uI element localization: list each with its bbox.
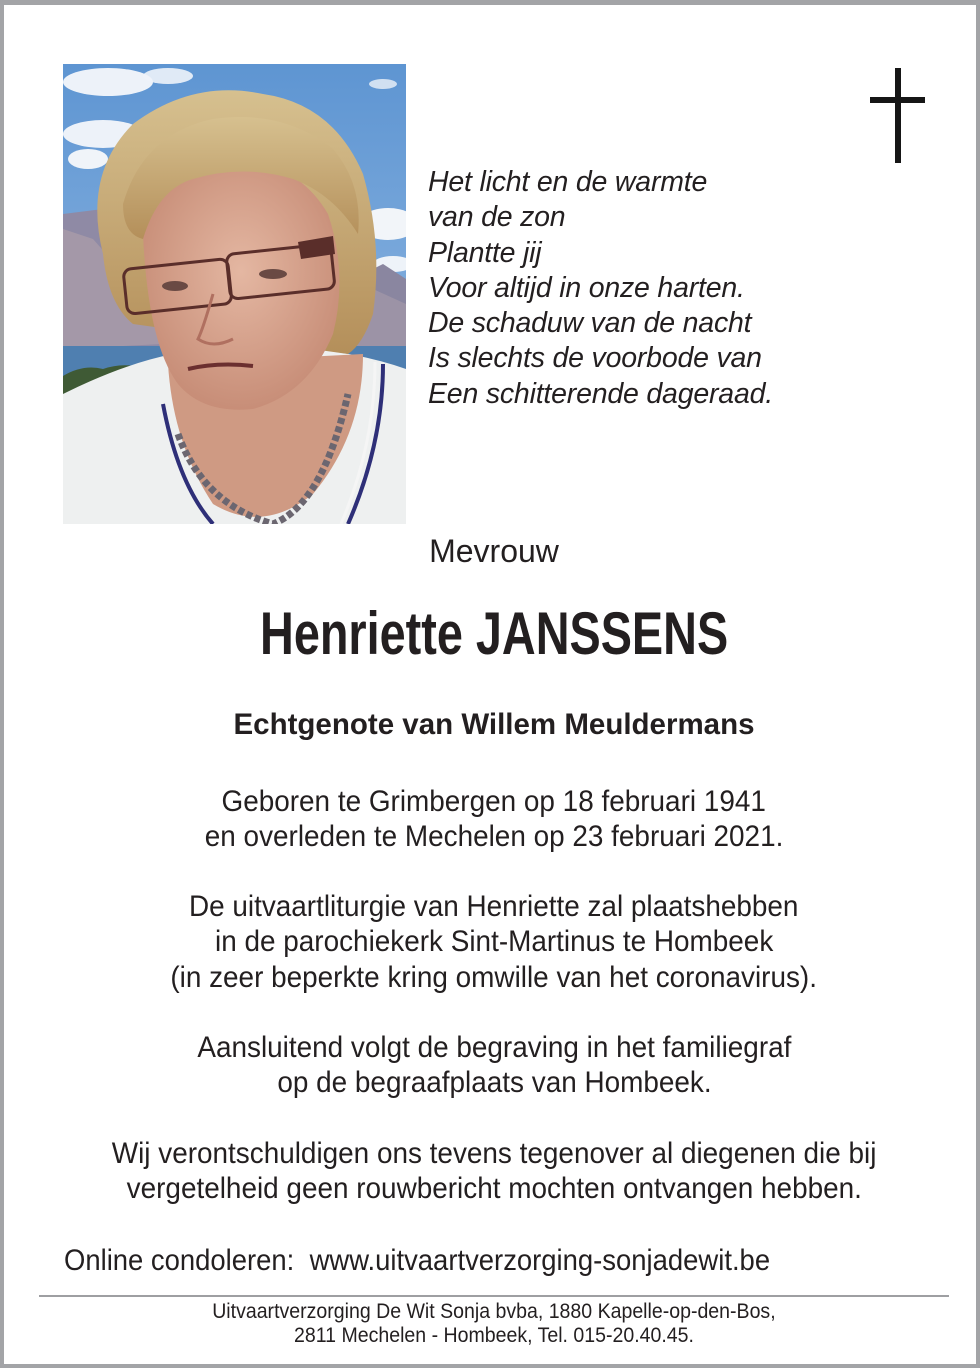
cross-vertical-bar [895, 68, 901, 163]
poem-line: Een schitterende dageraad. [428, 377, 773, 410]
funeral-paragraph [4, 889, 980, 995]
poem-line: Is slechts de voorbode van [428, 342, 762, 375]
footer-line: Uitvaartverzorging De Wit Sonja bvba, 1880 Kapelle-op-den-Bos, [212, 1300, 776, 1323]
portrait-photo [63, 64, 406, 524]
birth-line: Geboren te Grimbergen op 18 februari 1941 [221, 785, 767, 818]
poem-line: De schaduw van de nacht [428, 307, 752, 340]
cross-horizontal-bar [870, 97, 925, 103]
online-condolences [64, 1242, 823, 1280]
burial-line: Aansluitend volgt de begraving in het familiegraf [196, 1031, 792, 1064]
poem-line: Plantte jij [428, 236, 542, 269]
funeral-line: in de parochiekerk Sint-Martinus te Hombeek [214, 925, 774, 959]
deceased-name [4, 598, 980, 670]
poem-line: Voor altijd in onze harten. [428, 271, 745, 304]
deceased-name-text: Henriette JANSSENS [259, 600, 729, 667]
apology-paragraph [4, 1136, 980, 1207]
footer-line: 2811 Mechelen - Hombeek, Tel. 015-20.40.45. [294, 1324, 694, 1347]
poem-line: Het licht en de warmte [428, 166, 708, 198]
funeral-line: De uitvaartliturgie van Henriette zal plaatshebben [189, 890, 799, 923]
poem [428, 165, 773, 412]
footer-divider [39, 1295, 949, 1297]
online-condolences-label: Online condoleren: [64, 1244, 295, 1277]
poem-line: van de zon [428, 201, 566, 234]
funeral-line: (in zeer beperkte kring omwille van het coronavirus). [170, 960, 818, 994]
birth-death-paragraph [4, 784, 980, 855]
spouse-line: Echtgenote van Willem Meuldermans [233, 708, 755, 741]
cross-icon [870, 68, 926, 164]
burial-line: op de begraafplaats van Hombeek. [276, 1066, 712, 1100]
apology-line: Wij verontschuldigen ons tevens tegenover al diegenen die bij [111, 1137, 877, 1170]
death-line: en overleden te Mechelen op 23 februari 2021. [204, 820, 784, 854]
honorific-title: Mevrouw [429, 533, 559, 569]
burial-paragraph [4, 1030, 980, 1101]
apology-line: vergetelheid geen rouwbericht mochten ontvangen hebben. [126, 1172, 862, 1206]
funeral-home-footer [4, 1300, 980, 1348]
condolences-link[interactable]: www.uitvaartverzorging-sonjadewit.be [309, 1244, 771, 1277]
